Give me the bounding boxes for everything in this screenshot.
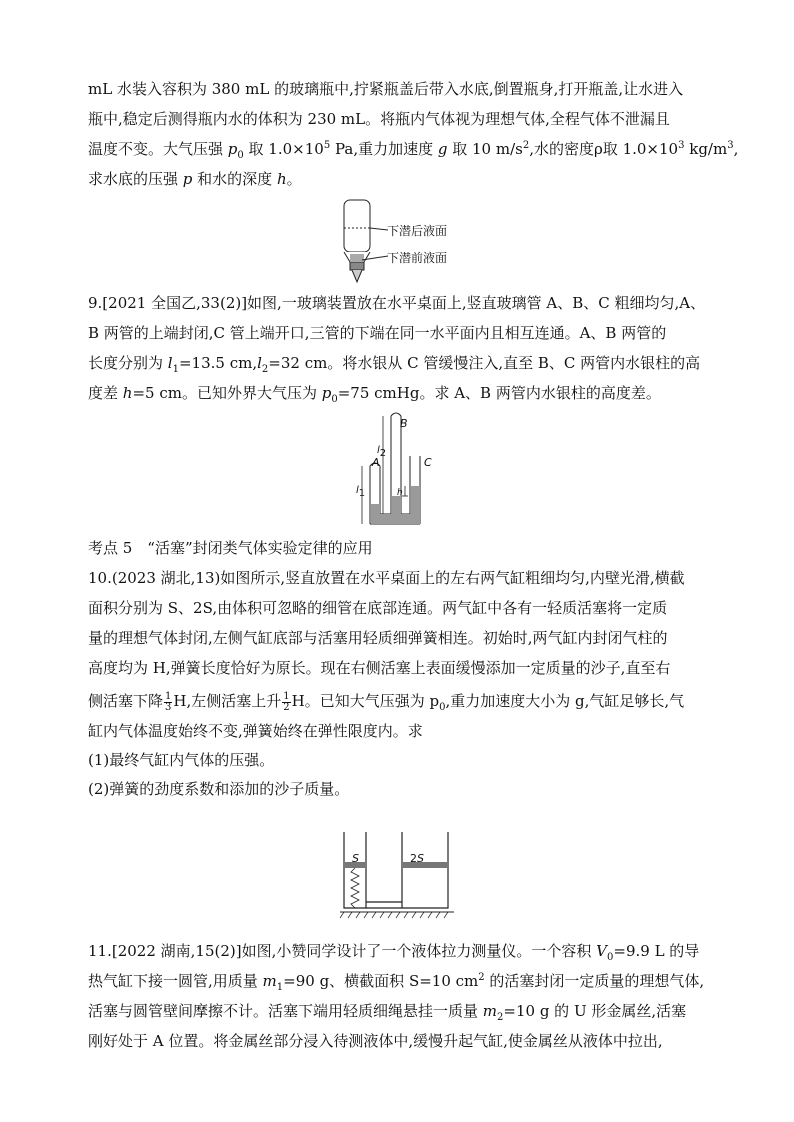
label-C: C bbox=[424, 456, 432, 469]
fraction-one-third: $\frac{1}{3}$ bbox=[165, 690, 172, 713]
p11-line-4: 刚好处于 A 位置。将金属丝部分浸入待测液体中,缓慢升起气缸,使金属丝从液体中拉出, bbox=[88, 1032, 663, 1050]
label-before-dive: 下潜前液面 bbox=[387, 251, 448, 265]
p9-line-3: 长度分别为 $l_1=13.5$ $cm,l_2=32$ cm。将水银从 C 管缓慢注入,直至 B、C 两管内水银柱的高 bbox=[88, 354, 701, 375]
p10-question-1: (1)最终气缸内气体的压强。 bbox=[88, 751, 275, 769]
p10-line-5: 侧活塞下降 $\frac{1}{3}$ H,左侧活塞上升 $\frac{1}{2}$ H。已知大气压强为 $p_0$,重力加速度大小为 g,气缸足够长,气 bbox=[88, 690, 685, 713]
p11-line-1: 11.[2022 湖南,15(2)]如图,小赞同学设计了一个液体拉力测量仪。一个容积 $V_0=9.9$ L 的导 bbox=[88, 942, 700, 963]
label-l2: $l_2$ bbox=[377, 445, 387, 459]
p9-line-1: 9.[2021 全国乙,33(2)]如图,一玻璃装置放在水平桌面上,竖直玻璃管 A、B、C 粗细均匀,A、 bbox=[88, 294, 706, 312]
label-A: A bbox=[372, 456, 380, 469]
p10-line-1: 10.(2023 湖北,13)如图所示,竖直放置在水平桌面上的左右两气缸粗细均匀,内壁光滑,横截 bbox=[88, 569, 685, 587]
p11-line-3: 活塞与圆管壁间摩擦不计。活塞下端用轻质细绳悬挂一质量 $m_2=10$ g 的 U 形金属丝,活塞 bbox=[88, 1002, 687, 1023]
p10-question-2: (2)弹簧的劲度系数和添加的沙子质量。 bbox=[88, 780, 350, 798]
p9-line-4: 度差 h=5 cm。已知外界大气压为 $p_0=75$ cmHg。求 A、B 两管内水银柱的高度差。 bbox=[88, 384, 661, 405]
p9-line-2: B 两管的上端封闭,C 管上端开口,三管的下端在同一水平面内且相互连通。A、B 两管的 bbox=[88, 324, 667, 342]
label-l1: $l_1$ bbox=[356, 485, 366, 499]
fraction-one-half: $\frac{1}{2}$ bbox=[283, 690, 290, 713]
p10-line-4: 高度均为 H,弹簧长度恰好为原长。现在右侧活塞上表面缓慢添加一定质量的沙子,直至右 bbox=[88, 659, 671, 677]
p10-line-3: 量的理想气体封闭,左侧气缸底部与活塞用轻质细弹簧相连。初始时,两气缸内封闭气柱的 bbox=[88, 629, 668, 647]
p8-line-3: 温度不变。大气压强 $p_0$ 取 $1.0\times 10^5$ Pa,重力加速度 g 取 10 $m/s^2$,水的密度ρ取 $1.0\times 10^3$ $kg/m^3$, bbox=[88, 140, 739, 161]
p11-line-2: 热气缸下接一圆管,用质量 $m_1=90$ g、横截面积 S=10 $cm^2$ 的活塞封闭一定质量的理想气体, bbox=[88, 972, 705, 993]
cylinder-figure bbox=[338, 828, 458, 920]
label-2S: 2S bbox=[410, 852, 424, 865]
label-after-dive: 下潜后液面 bbox=[387, 224, 448, 238]
section-heading: 考点 5 “活塞”封闭类气体实验定律的应用 bbox=[88, 539, 373, 557]
p10-line-6: 缸内气体温度始终不变,弹簧始终在弹性限度内。求 bbox=[88, 722, 423, 740]
label-h: h bbox=[397, 488, 403, 498]
label-B: B bbox=[400, 417, 408, 430]
p8-line-4: 求水底的压强 p 和水的深度 h。 bbox=[88, 170, 302, 188]
label-S: S bbox=[352, 852, 359, 865]
p8-line-1: mL 水装入容积为 380 mL 的玻璃瓶中,拧紧瓶盖后带入水底,倒置瓶身,打开瓶盖,让水进入 bbox=[88, 80, 684, 98]
p10-line-2: 面积分别为 S、2S,由体积可忽略的细管在底部连通。两气缸中各有一轻质活塞将一定质 bbox=[88, 599, 668, 617]
p8-line-2: 瓶中,稳定后测得瓶内水的体积为 230 mL。将瓶内气体视为理想气体,全程气体不泄漏且 bbox=[88, 110, 670, 128]
